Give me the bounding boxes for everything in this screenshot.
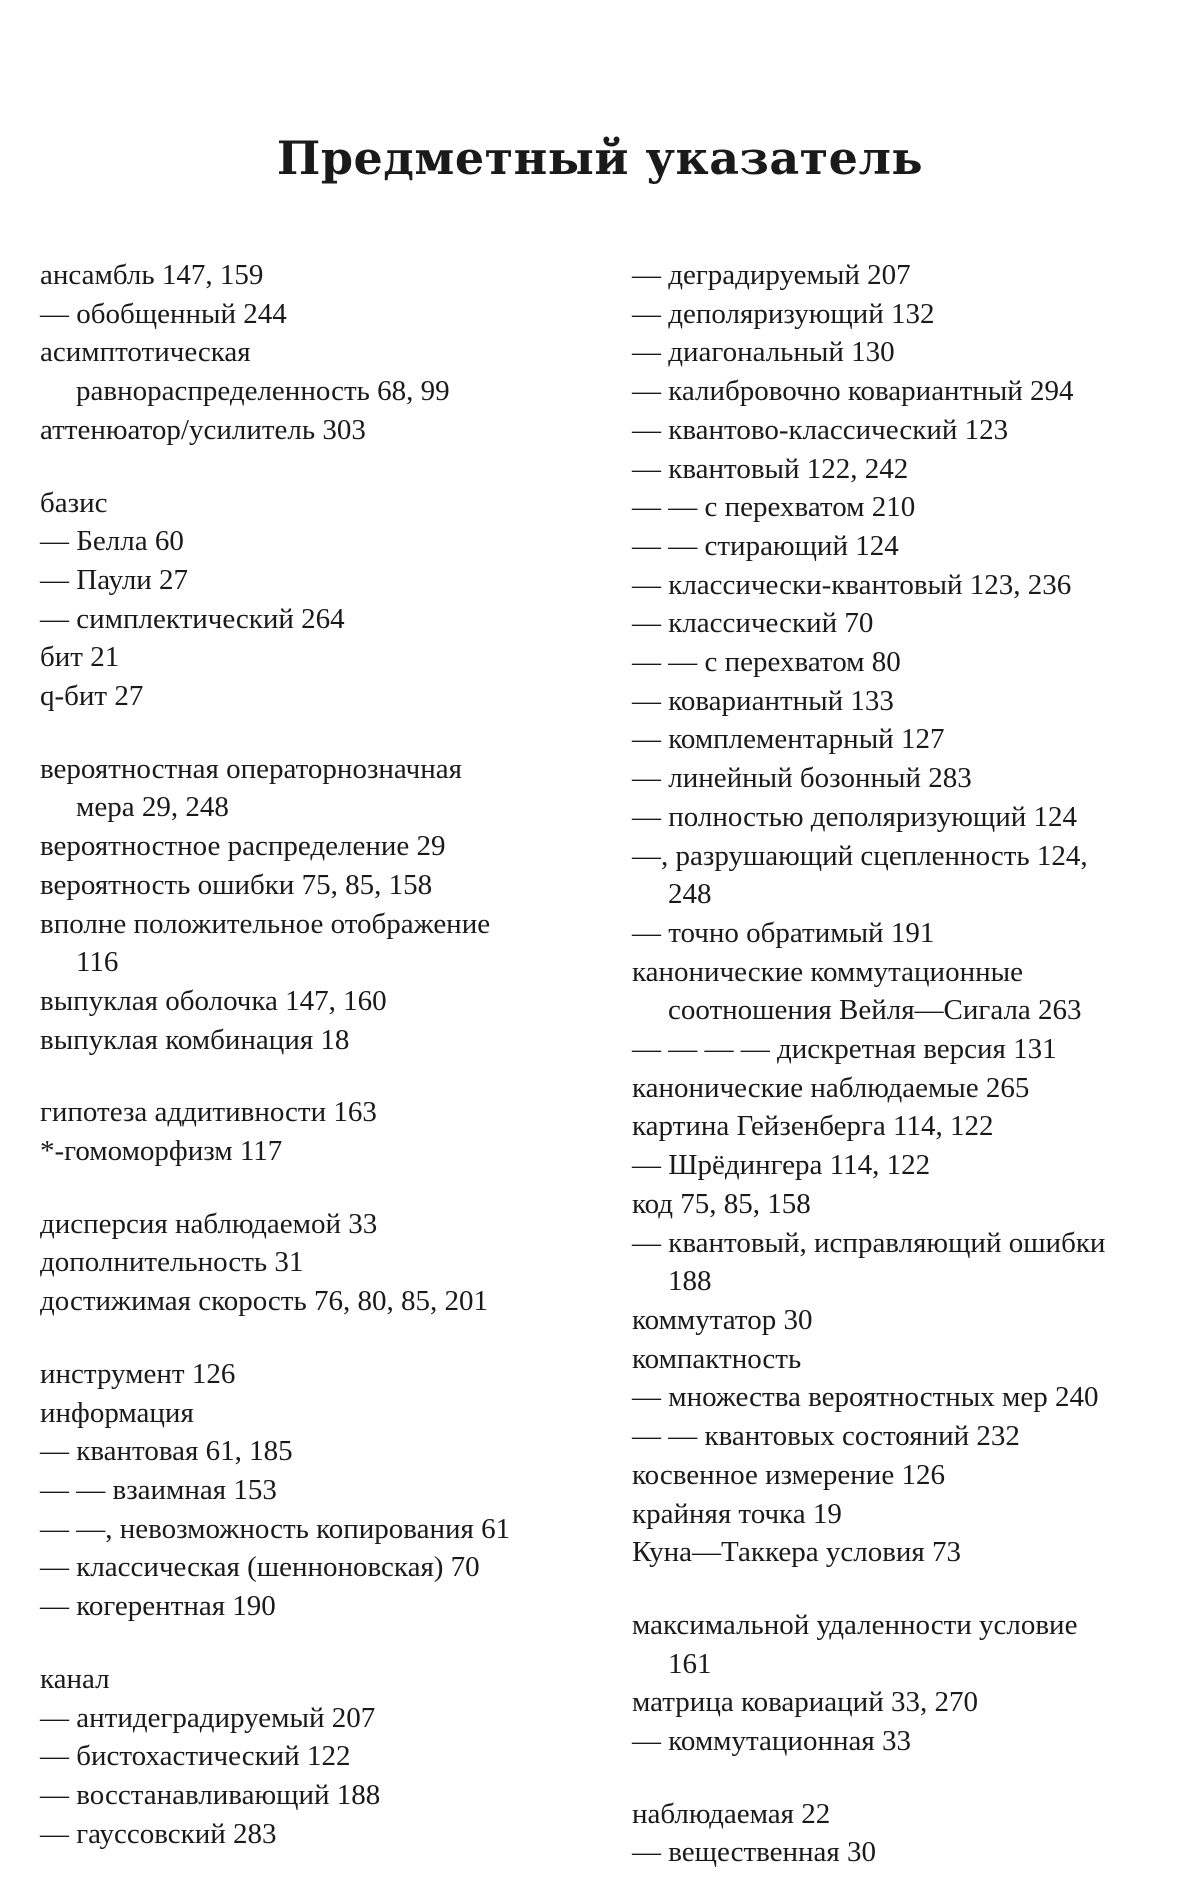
index-entry-term: — точно обратимый 191	[632, 916, 935, 949]
index-entry	[40, 295, 610, 334]
index-entry	[632, 1301, 1192, 1340]
index-entry	[40, 600, 610, 639]
index-entry	[632, 604, 1192, 643]
index-entry	[40, 1394, 610, 1433]
index-entry	[632, 295, 1192, 334]
index-entry	[40, 522, 610, 561]
index-entry	[632, 1378, 1192, 1417]
index-entry	[40, 484, 610, 523]
index-column-right	[632, 256, 1192, 1872]
index-entry-term: — классический 70	[632, 607, 874, 640]
index-entry-term: — симплектический 264	[40, 602, 345, 635]
index-entry-term: — Паули 27	[40, 563, 189, 596]
index-entry-term: q-бит 27	[40, 680, 144, 713]
index-entry-term: канал	[40, 1662, 110, 1695]
index-entry	[632, 1030, 1192, 1069]
index-entry-term: — ковариантный 133	[632, 684, 894, 717]
index-entry	[40, 638, 610, 677]
index-entry-term: — деградируемый 207	[632, 259, 911, 291]
index-entry	[632, 566, 1192, 605]
index-entry-term: достижимая скорость 76, 80, 85, 201	[40, 1285, 488, 1318]
index-entry	[632, 1417, 1192, 1456]
index-entry-term: — — стирающий 124	[632, 529, 899, 562]
index-entry	[40, 1355, 610, 1394]
section-gap	[40, 450, 610, 484]
index-entry-term: — классически-квантовый 123, 236	[632, 568, 1072, 601]
index-entry	[632, 953, 1192, 1030]
index-entry	[632, 1795, 1192, 1834]
index-entry	[632, 1224, 1192, 1301]
index-entry	[632, 256, 1192, 295]
index-entry-term: — коммутационная 33	[632, 1725, 911, 1758]
index-entry-term: аттенюатор/усилитель 303	[40, 413, 366, 446]
index-entry-continuation: равнораспределенность 68, 99	[76, 375, 450, 408]
index-entry-term: — диагональный 130	[632, 336, 895, 369]
index-entry-continuation: 188	[668, 1265, 712, 1298]
index-column-left	[40, 256, 610, 1853]
index-entry	[40, 677, 610, 716]
index-entry-term: асимптотическая	[40, 336, 251, 369]
index-entry	[40, 333, 610, 410]
index-entry	[40, 1093, 610, 1132]
index-entry-term: наблюдаемая 22	[632, 1797, 831, 1830]
index-entry-term: гипотеза аддитивности 163	[40, 1096, 377, 1129]
index-entry	[40, 982, 610, 1021]
index-entry-term: коммутатор 30	[632, 1303, 813, 1336]
index-entry-term: картина Гейзенберга 114, 122	[632, 1110, 994, 1143]
index-entry-term: информация	[40, 1396, 194, 1429]
index-entry	[40, 411, 610, 450]
index-entry	[40, 1132, 610, 1171]
index-entry-term: — квантовая 61, 185	[40, 1435, 293, 1468]
index-entry	[632, 643, 1192, 682]
index-entry	[632, 411, 1192, 450]
index-entry	[40, 1282, 610, 1321]
index-entry	[632, 1340, 1192, 1379]
index-entry	[632, 759, 1192, 798]
index-entry	[40, 1660, 610, 1699]
index-entry-term: — бистохастический 122	[40, 1740, 351, 1773]
index-entry	[40, 1021, 610, 1060]
index-entry-term: — — с перехватом 210	[632, 491, 916, 524]
index-entry-term: — —, невозможность копирования 61	[40, 1512, 511, 1545]
index-entry	[40, 750, 610, 827]
index-entry-term: вполне положительное отображение	[40, 907, 491, 940]
index-entry	[632, 1107, 1192, 1146]
index-entry	[632, 1833, 1192, 1872]
index-entry-term: канонические наблюдаемые 265	[632, 1071, 1030, 1104]
index-entry-term: — калибровочно ковариантный 294	[632, 375, 1074, 408]
index-entry-term: *-гомоморфизм 117	[40, 1135, 283, 1168]
index-entry-term: максимальной удаленности условие	[632, 1608, 1078, 1641]
index-entry-term: — квантово-классический 123	[632, 413, 1009, 446]
index-entry-term: — восстанавливающий 188	[40, 1778, 381, 1811]
index-entry-term: — обобщенный 244	[40, 297, 287, 330]
index-entry-term: матрица ковариаций 33, 270	[632, 1686, 978, 1719]
index-entry	[40, 1587, 610, 1626]
index-entry-term: канонические коммутационные	[632, 955, 1023, 988]
index-entry-term: базис	[40, 486, 108, 519]
index-entry-term: вероятностное распределение 29	[40, 830, 446, 863]
index-entry	[632, 372, 1192, 411]
index-entry	[40, 1432, 610, 1471]
index-entry-term: — множества вероятностных мер 240	[632, 1381, 1099, 1414]
index-entry-term: — — — — дискретная версия 131	[632, 1033, 1057, 1066]
index-entry	[632, 333, 1192, 372]
index-entry	[632, 914, 1192, 953]
index-entry-continuation: мера 29, 248	[76, 791, 229, 824]
index-entry	[40, 256, 610, 295]
section-gap	[40, 1626, 610, 1660]
index-entry-continuation: соотношения Вейля—Сигала 263	[668, 994, 1082, 1027]
index-entry-term: — комплементарный 127	[632, 723, 945, 756]
index-entry	[40, 1815, 610, 1854]
index-entry-term: ансамбль 147, 159	[40, 259, 264, 291]
index-entry	[40, 1776, 610, 1815]
index-entry	[632, 837, 1192, 914]
index-entry-term: — квантовый, исправляющий ошибки	[632, 1226, 1106, 1259]
index-entry	[40, 1243, 610, 1282]
index-entry	[40, 1510, 610, 1549]
index-entry-term: инструмент 126	[40, 1357, 236, 1390]
index-entry-term: — вещественная 30	[632, 1836, 877, 1869]
index-entry-term: — Белла 60	[40, 525, 184, 558]
index-entry-term: вероятность ошибки 75, 85, 158	[40, 868, 433, 901]
section-gap	[40, 1171, 610, 1205]
index-entry-term: — — квантовых состояний 232	[632, 1420, 1020, 1453]
index-entry	[632, 1495, 1192, 1534]
index-entry	[632, 1146, 1192, 1185]
index-entry-term: вероятностная операторнозначная	[40, 752, 462, 785]
index-entry-term: — гауссовский 283	[40, 1817, 277, 1850]
index-entry-term: косвенное измерение 126	[632, 1458, 945, 1491]
index-entry	[40, 1205, 610, 1244]
index-entry	[632, 1683, 1192, 1722]
index-entry	[40, 905, 610, 982]
index-entry-term: компактность	[632, 1342, 802, 1375]
index-entry-term: — когерентная 190	[40, 1590, 276, 1623]
index-entry-term: крайняя точка 19	[632, 1497, 842, 1530]
index-entry-term: — Шрёдингера 114, 122	[632, 1149, 931, 1182]
index-entry	[632, 1185, 1192, 1224]
index-entry	[632, 798, 1192, 837]
index-entry	[40, 1737, 610, 1776]
index-entry-term: — классическая (шенноновская) 70	[40, 1551, 480, 1584]
index-entry	[632, 450, 1192, 489]
index-entry	[632, 1606, 1192, 1683]
index-entry	[632, 1456, 1192, 1495]
index-entry-continuation: 161	[668, 1647, 712, 1680]
section-gap	[632, 1761, 1192, 1795]
index-entry	[632, 682, 1192, 721]
index-entry-term: — квантовый 122, 242	[632, 452, 909, 485]
index-entry-continuation: 248	[668, 878, 712, 911]
index-entry	[40, 1548, 610, 1587]
index-entry-term: — — с перехватом 80	[632, 646, 901, 679]
index-entry	[632, 527, 1192, 566]
section-gap	[40, 716, 610, 750]
index-entry-term: дисперсия наблюдаемой 33	[40, 1207, 378, 1240]
index-entry	[632, 1533, 1192, 1572]
index-entry	[40, 827, 610, 866]
index-entry-term: —, разрушающий сцепленность 124,	[632, 839, 1088, 872]
index-entry-continuation: 116	[76, 946, 119, 979]
index-entry	[632, 488, 1192, 527]
index-entry-term: — полностью деполяризующий 124	[632, 800, 1078, 833]
page-title: Предметный указатель	[276, 131, 924, 185]
section-gap	[40, 1059, 610, 1093]
index-entry-term: выпуклая оболочка 147, 160	[40, 984, 387, 1017]
section-gap	[632, 1572, 1192, 1606]
index-entry-term: — деполяризующий 132	[632, 297, 935, 330]
index-entry-term: код 75, 85, 158	[632, 1187, 811, 1220]
index-entry-term: — линейный бозонный 283	[632, 762, 972, 795]
index-entry	[632, 1069, 1192, 1108]
index-entry	[40, 1699, 610, 1738]
index-entry-term: — — взаимная 153	[40, 1473, 277, 1506]
index-entry-term: дополнительность 31	[40, 1246, 304, 1279]
index-entry	[632, 1722, 1192, 1761]
section-gap	[40, 1321, 610, 1355]
index-entry	[40, 1471, 610, 1510]
index-entry	[40, 561, 610, 600]
index-entry-term: выпуклая комбинация 18	[40, 1023, 350, 1056]
index-entry	[40, 866, 610, 905]
index-entry	[632, 720, 1192, 759]
index-entry-term: — антидеградируемый 207	[40, 1701, 376, 1734]
index-entry-term: Куна—Таккера условия 73	[632, 1536, 962, 1569]
index-entry-term: бит 21	[40, 641, 120, 674]
